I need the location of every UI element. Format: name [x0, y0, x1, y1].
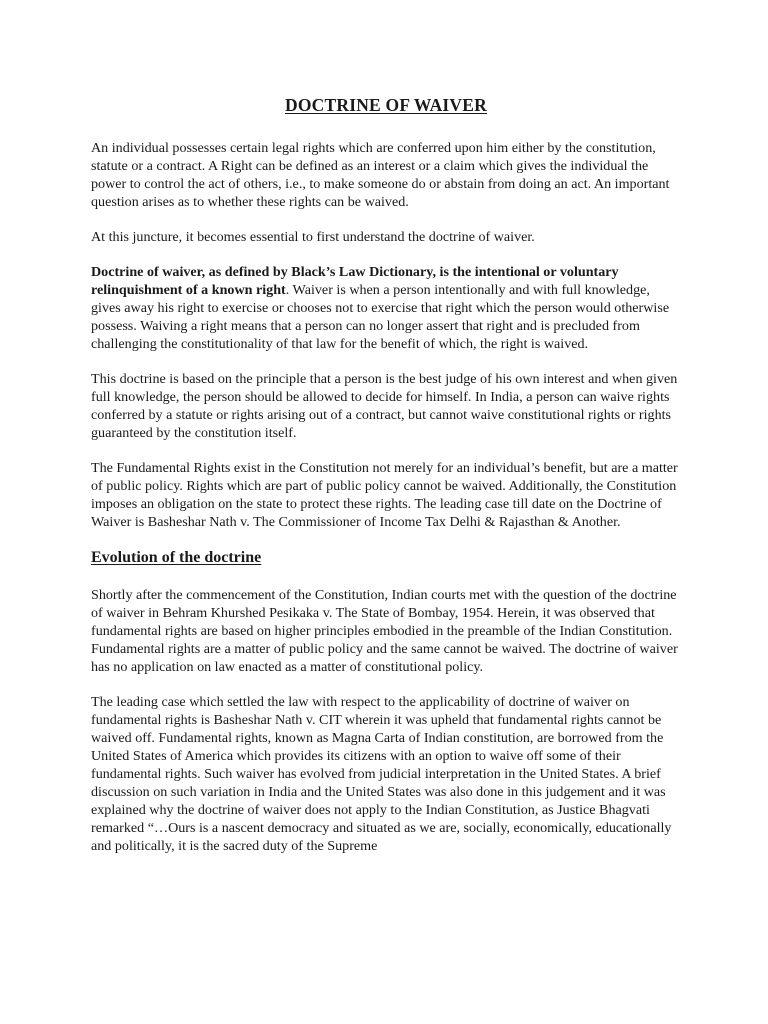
paragraph-juncture: At this juncture, it becomes essential to first understand the doctrine of waiver.	[91, 229, 535, 245]
paragraph-principle: This doctrine is based on the principle that a person is the best judge of his own interest and when given full knowledge, the person should be allowed to decide for himself. In India, a person can waive rights conferred by a statute or rights arising out of a contract, but cannot waive constitutional rights or rights guaranteed by the constitution itself.	[91, 371, 678, 441]
paragraph-basheshar: The leading case which settled the law with respect to the applicability of doctrine of waiver on fundamental rights is Basheshar Nath v. CIT wherein it was upheld that fundamental rights cannot be waived off. Fundamental rights, known as Magna Carta of Indian constitution, are borrowed from the United States of America which provides its citizens with an option to waive off some of their fundamental rights. Such waiver has evolved from judicial interpretation in the United States. A brief discussion on such variation in India and the United States was also done in this judgement and it was explained why the doctrine of waiver does not apply to the Indian Constitution, as Justice Bhagvati remarked “…Ours is a nascent democracy and situated as we are, socially, economically, educationally and politically, it is the sacred duty of the Supreme	[91, 694, 672, 854]
section-heading-evolution: Evolution of the doctrine	[91, 549, 262, 566]
paragraph-definition	[91, 263, 681, 353]
paragraph-intro: An individual possesses certain legal rights which are conferred upon him either by the constitution, statute or a contract. A Right can be defined as an interest or a claim which gives the individual the power to control the act of others, i.e., to make someone do or abstain from doing an act. An important question arises as to whether these rights can be waived.	[91, 140, 670, 210]
document-title: DOCTRINE OF WAIVER	[285, 95, 487, 115]
definition-rest-text: . Waiver is when a person intentionally and with full knowledge, gives away his right to exercise or chooses not to exercise that right which the person would otherwise possess. Waiving a right means that a person can no longer assert that right and is precluded from challenging the constitutionality of that law for the benefit of which, the right is waived.	[91, 282, 670, 352]
definition-bold-text: Doctrine of waiver, as defined by Black’s Law Dictionary, is the intentional or voluntary relinquishment of a known right	[91, 264, 619, 298]
paragraph-behram: Shortly after the commencement of the Constitution, Indian courts met with the question of the doctrine of waiver in Behram Khurshed Pesikaka v. The State of Bombay, 1954. Herein, it was observed that fundamental rights are based on higher principles embodied in the preamble of the Indian Constitution. Fundamental rights are a matter of public policy and the same cannot be waived. The doctrine of waiver has no application on law enacted as a matter of constitutional policy.	[91, 587, 678, 675]
paragraph-fundamental-rights: The Fundamental Rights exist in the Constitution not merely for an individual’s benefit, but are a matter of public policy. Rights which are part of public policy cannot be waived. Additionally, the Constitution imposes an obligation on the state to protect these rights. The leading case till date on the Doctrine of Waiver is Basheshar Nath v. The Commissioner of Income Tax Delhi & Rajasthan & Another.	[91, 460, 678, 530]
document-page	[91, 94, 681, 872]
